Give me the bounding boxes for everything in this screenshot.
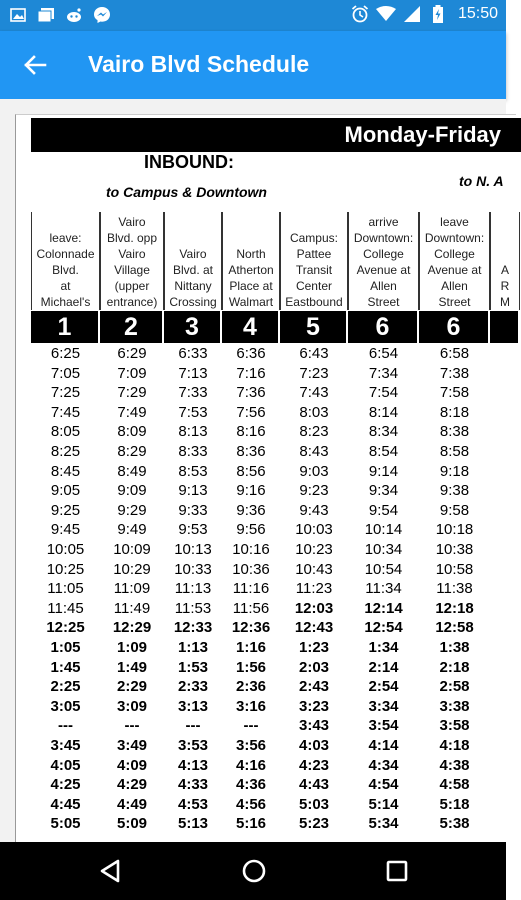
time-cell: 1:34: [368, 639, 399, 656]
time-cell: 7:36: [236, 384, 266, 402]
time-cell: 8:34: [368, 423, 399, 441]
table-row: [16, 560, 506, 580]
time-cell: 6:54: [368, 345, 399, 362]
time-cell: 10:05: [46, 541, 85, 558]
table-row: [16, 638, 506, 658]
column-header-7: leave Downtown: College Avenue at Allen Street: [419, 212, 490, 310]
time-cell: 12:25: [46, 619, 85, 637]
time-cell: 10:36: [232, 560, 270, 578]
time-cell: 6:29: [117, 345, 147, 362]
time-cell: 8:09: [117, 423, 147, 441]
time-cell: 2:43: [298, 678, 330, 696]
table-row: [16, 677, 506, 697]
time-cell: 12:43: [294, 619, 334, 637]
time-cell: 11:13: [174, 580, 212, 598]
wifi-icon: [376, 4, 396, 24]
time-cell: 5:23: [298, 815, 330, 833]
time-cell: 7:34: [368, 364, 399, 382]
time-cell: 4:09: [116, 756, 148, 774]
time-cell: 1:16: [235, 639, 267, 656]
time-cell: 9:43: [299, 501, 329, 519]
time-cell: 9:49: [117, 521, 147, 539]
time-cell: 9:29: [117, 501, 147, 519]
time-cell: 9:16: [236, 482, 266, 500]
table-row: [16, 775, 506, 795]
time-cell: 8:38: [439, 423, 470, 441]
time-cell: 8:56: [236, 462, 266, 480]
time-cell: 2:54: [368, 678, 399, 696]
time-cell: 2:58: [439, 678, 470, 696]
time-cell: 3:53: [177, 737, 209, 754]
time-cell: ---: [243, 717, 259, 735]
time-cell: 7:45: [50, 403, 81, 421]
time-cell: 1:13: [177, 639, 209, 656]
time-cell: 4:05: [50, 756, 81, 774]
table-row: [16, 814, 506, 834]
stop-number-7: 6: [419, 311, 490, 343]
table-row: [16, 658, 506, 678]
time-cell: 10:34: [364, 541, 403, 558]
stop-number-6: 6: [348, 311, 419, 343]
time-cell: 8:43: [299, 443, 329, 460]
time-cell: 5:18: [439, 795, 470, 813]
time-cell: 3:38: [439, 697, 470, 715]
time-cell: 3:54: [368, 717, 399, 735]
navigation-bar: [0, 842, 506, 900]
table-row: [16, 618, 506, 638]
time-cell: 10:09: [113, 541, 151, 558]
time-cell: 9:34: [368, 482, 399, 500]
time-cell: 3:13: [177, 697, 209, 715]
time-cell: 4:38: [439, 756, 470, 774]
battery-icon: [428, 4, 448, 24]
time-cell: 8:33: [178, 443, 208, 460]
time-cell: 2:14: [368, 658, 399, 676]
day-label: Monday-Friday: [344, 122, 501, 147]
schedule-viewer[interactable]: [0, 99, 510, 842]
time-cell: 9:23: [299, 482, 329, 500]
inbound-label: INBOUND:: [144, 152, 234, 172]
time-cell: 3:16: [235, 697, 267, 715]
time-cell: 5:13: [177, 815, 209, 833]
table-row: [16, 403, 506, 423]
time-cell: 11:05: [47, 580, 84, 598]
table-row: [16, 795, 506, 815]
time-cell: 8:13: [178, 423, 208, 441]
time-cell: 8:18: [439, 403, 470, 421]
time-cell: 1:49: [116, 658, 148, 676]
stop-number-3: 3: [164, 311, 222, 343]
column-header-5: Campus: Pattee Transit Center Eastbound: [280, 212, 348, 310]
time-cell: 12:29: [112, 619, 152, 637]
table-row: [16, 481, 506, 501]
time-cell: 1:53: [177, 658, 209, 676]
table-row: [16, 442, 506, 462]
time-cell: 2:18: [439, 658, 470, 676]
time-cell: 3:45: [50, 737, 81, 754]
alarm-icon: [350, 4, 370, 24]
time-cell: 7:05: [50, 364, 81, 382]
signal-icon: [402, 4, 422, 24]
table-row: [16, 599, 506, 619]
time-cell: 9:33: [178, 501, 208, 519]
time-cell: 10:58: [435, 560, 474, 578]
time-cell: 4:34: [368, 756, 399, 774]
time-cell: 8:14: [368, 403, 399, 421]
column-header-4: North Atherton Place at Walmart: [222, 212, 280, 310]
table-row: [16, 736, 506, 756]
time-cell: 9:38: [439, 482, 470, 500]
time-cell: 7:25: [50, 384, 81, 402]
time-cell: 7:53: [178, 403, 208, 421]
time-cell: 7:09: [117, 364, 147, 382]
time-cell: 7:33: [178, 384, 208, 402]
recents-square-icon[interactable]: [380, 854, 414, 888]
column-header-2: Vairo Blvd. opp Vairo Village (upper entrance): [100, 212, 164, 310]
time-cell: 5:05: [50, 815, 81, 833]
time-cell: 11:34: [365, 580, 402, 598]
time-cell: 5:16: [235, 815, 267, 833]
messenger-icon: [92, 5, 112, 25]
time-cell: 9:56: [236, 521, 266, 539]
time-cell: 10:33: [174, 560, 212, 578]
time-cell: 12:03: [294, 599, 334, 617]
reddit-alien-icon: [64, 5, 84, 25]
time-cell: 7:58: [439, 384, 470, 402]
status-bar: [0, 0, 506, 31]
column-header-1: leave: Colonnade Blvd. at Michael's: [31, 212, 100, 310]
time-cell: 3:09: [116, 697, 148, 715]
time-cell: 2:29: [116, 678, 148, 696]
time-cell: 3:34: [368, 697, 399, 715]
time-cell: 5:38: [439, 815, 470, 833]
time-cell: ---: [185, 717, 201, 735]
time-cell: 12:36: [231, 619, 271, 637]
time-cell: 4:03: [298, 737, 330, 754]
time-cell: 4:13: [177, 756, 209, 774]
column-header-8: A R M: [490, 212, 520, 310]
time-cell: 11:49: [113, 599, 151, 617]
time-cell: 9:58: [439, 501, 470, 519]
image-icon: [8, 5, 28, 25]
time-cell: 10:16: [232, 541, 270, 558]
time-cell: 4:43: [298, 776, 330, 794]
home-circle-icon[interactable]: [237, 854, 271, 888]
arrow-left-icon[interactable]: [18, 48, 52, 82]
time-cell: 7:13: [178, 364, 208, 382]
time-cell: 4:29: [116, 776, 148, 794]
time-cell: 7:54: [368, 384, 399, 402]
time-cell: 8:49: [117, 462, 147, 480]
time-cell: 6:25: [50, 345, 81, 362]
day-banner: [31, 118, 521, 152]
time-cell: 2:03: [298, 658, 330, 676]
time-cell: 12:14: [364, 599, 403, 617]
time-cell: 10:18: [435, 521, 474, 539]
back-triangle-icon[interactable]: [94, 854, 128, 888]
table-row: [16, 364, 506, 384]
stop-number-1: 1: [31, 311, 100, 343]
time-cell: 1:56: [235, 658, 267, 676]
time-cell: 12:58: [435, 619, 474, 637]
system-status: [350, 4, 498, 24]
time-cell: 2:25: [50, 678, 81, 696]
time-cell: 4:33: [177, 776, 209, 794]
time-cell: 4:25: [50, 776, 81, 794]
time-cell: 9:54: [368, 501, 399, 519]
time-cell: 12:54: [364, 619, 403, 637]
time-cell: 8:54: [368, 443, 399, 460]
notification-icons: [8, 5, 112, 25]
time-cell: 7:16: [236, 364, 266, 382]
time-cell: 12:33: [173, 619, 213, 637]
direction-right-label: to N. A: [459, 173, 504, 189]
time-cell: 10:14: [364, 521, 403, 539]
time-cell: 6:43: [299, 345, 329, 362]
time-cell: 9:05: [50, 482, 81, 500]
time-cell: 11:45: [47, 599, 84, 617]
time-cell: 6:33: [178, 345, 208, 362]
time-cell: 8:16: [236, 423, 266, 441]
time-cell: 5:34: [368, 815, 399, 833]
time-cell: 11:09: [113, 580, 151, 598]
time-cell: 1:45: [50, 658, 81, 676]
time-cell: 8:53: [178, 462, 208, 480]
time-cell: 3:58: [439, 717, 470, 735]
time-cell: 10:23: [295, 541, 333, 558]
time-cell: 4:54: [368, 776, 399, 794]
clock-time: 15:50: [457, 5, 498, 22]
time-cell: 4:45: [50, 795, 81, 813]
table-row: [16, 422, 506, 442]
time-cell: 9:09: [117, 482, 147, 500]
time-cell: 9:14: [368, 462, 399, 480]
time-cell: 7:29: [117, 384, 147, 402]
direction-left-label: to Campus & Downtown: [106, 184, 267, 200]
time-cell: 7:43: [299, 384, 329, 402]
column-header-3: Vairo Blvd. at Nittany Crossing: [164, 212, 222, 310]
time-cell: 9:03: [299, 462, 329, 480]
time-cell: 3:56: [235, 737, 267, 754]
time-cell: 4:56: [235, 795, 267, 813]
time-cell: 1:38: [439, 639, 470, 656]
time-cell: 4:23: [298, 756, 330, 774]
time-cell: 4:53: [177, 795, 209, 813]
stop-number-2: 2: [100, 311, 164, 343]
time-cell: 10:29: [113, 560, 151, 578]
time-cell: 1:23: [298, 639, 330, 656]
time-cell: 10:38: [435, 541, 474, 558]
time-cell: 12:18: [435, 599, 474, 617]
time-cell: 8:58: [439, 443, 470, 460]
time-cell: 4:14: [368, 737, 399, 754]
time-cell: 9:25: [50, 501, 81, 519]
table-row: [16, 716, 506, 736]
table-row: [16, 462, 506, 482]
time-cell: 8:36: [236, 443, 266, 460]
table-row: [16, 520, 506, 540]
time-cell: 4:58: [439, 776, 470, 794]
time-cell: 9:36: [236, 501, 266, 519]
time-cell: 2:36: [235, 678, 267, 696]
table-row: [16, 344, 506, 364]
time-cell: 8:25: [50, 443, 81, 460]
time-cell: 4:49: [116, 795, 148, 813]
photos-icon: [36, 5, 56, 25]
time-cell: 8:03: [299, 403, 329, 421]
table-row: [16, 383, 506, 403]
time-cell: 7:38: [439, 364, 470, 382]
column-header-6: arrive Downtown: College Avenue at Allen Street: [348, 212, 419, 310]
time-cell: 4:36: [235, 776, 267, 794]
table-row: [16, 540, 506, 560]
time-cell: 4:18: [439, 737, 470, 754]
time-cell: 10:25: [46, 560, 85, 578]
time-cell: 6:58: [439, 345, 470, 362]
schedule-page: [15, 114, 516, 855]
time-cell: 11:38: [436, 580, 473, 598]
time-cell: 5:03: [298, 795, 330, 813]
time-cell: 7:56: [236, 403, 266, 421]
time-cell: 8:05: [50, 423, 81, 441]
time-cell: 11:53: [174, 599, 212, 617]
stop-number-8: [490, 311, 520, 343]
time-cell: 4:16: [235, 756, 267, 774]
time-cell: 11:23: [295, 580, 333, 598]
app-bar: [0, 31, 506, 99]
time-cell: 11:56: [232, 599, 270, 617]
time-cell: 9:45: [50, 521, 81, 539]
time-cell: 3:23: [298, 697, 330, 715]
table-row: [16, 697, 506, 717]
time-cell: 9:53: [178, 521, 208, 539]
stop-number-4: 4: [222, 311, 280, 343]
table-row: [16, 756, 506, 776]
time-cell: 10:03: [295, 521, 333, 539]
time-cell: 5:09: [116, 815, 148, 833]
time-cell: 8:23: [299, 423, 329, 441]
time-cell: ---: [124, 717, 140, 735]
time-cell: 10:54: [364, 560, 403, 578]
time-cell: 3:05: [50, 697, 81, 715]
table-row: [16, 501, 506, 521]
time-cell: 5:14: [368, 795, 399, 813]
time-cell: 11:16: [232, 580, 270, 598]
time-cell: 8:29: [117, 443, 147, 460]
time-cell: 9:13: [178, 482, 208, 500]
stop-number-5: 5: [280, 311, 348, 343]
time-cell: 2:33: [177, 678, 209, 696]
time-cell: 3:43: [298, 717, 330, 735]
time-cell: 1:05: [50, 639, 81, 656]
time-cell: 10:43: [295, 560, 333, 578]
time-cell: 7:49: [117, 403, 147, 421]
time-cell: 8:45: [50, 462, 81, 480]
table-row: [16, 579, 506, 599]
time-cell: 1:09: [116, 639, 148, 656]
page-title: Vairo Blvd Schedule: [88, 51, 310, 77]
time-cell: 9:18: [439, 462, 470, 480]
time-cell: 6:36: [236, 345, 266, 362]
time-cell: 10:13: [174, 541, 212, 558]
time-cell: 3:49: [116, 737, 148, 754]
time-cell: ---: [58, 717, 73, 735]
time-cell: 7:23: [299, 364, 329, 382]
